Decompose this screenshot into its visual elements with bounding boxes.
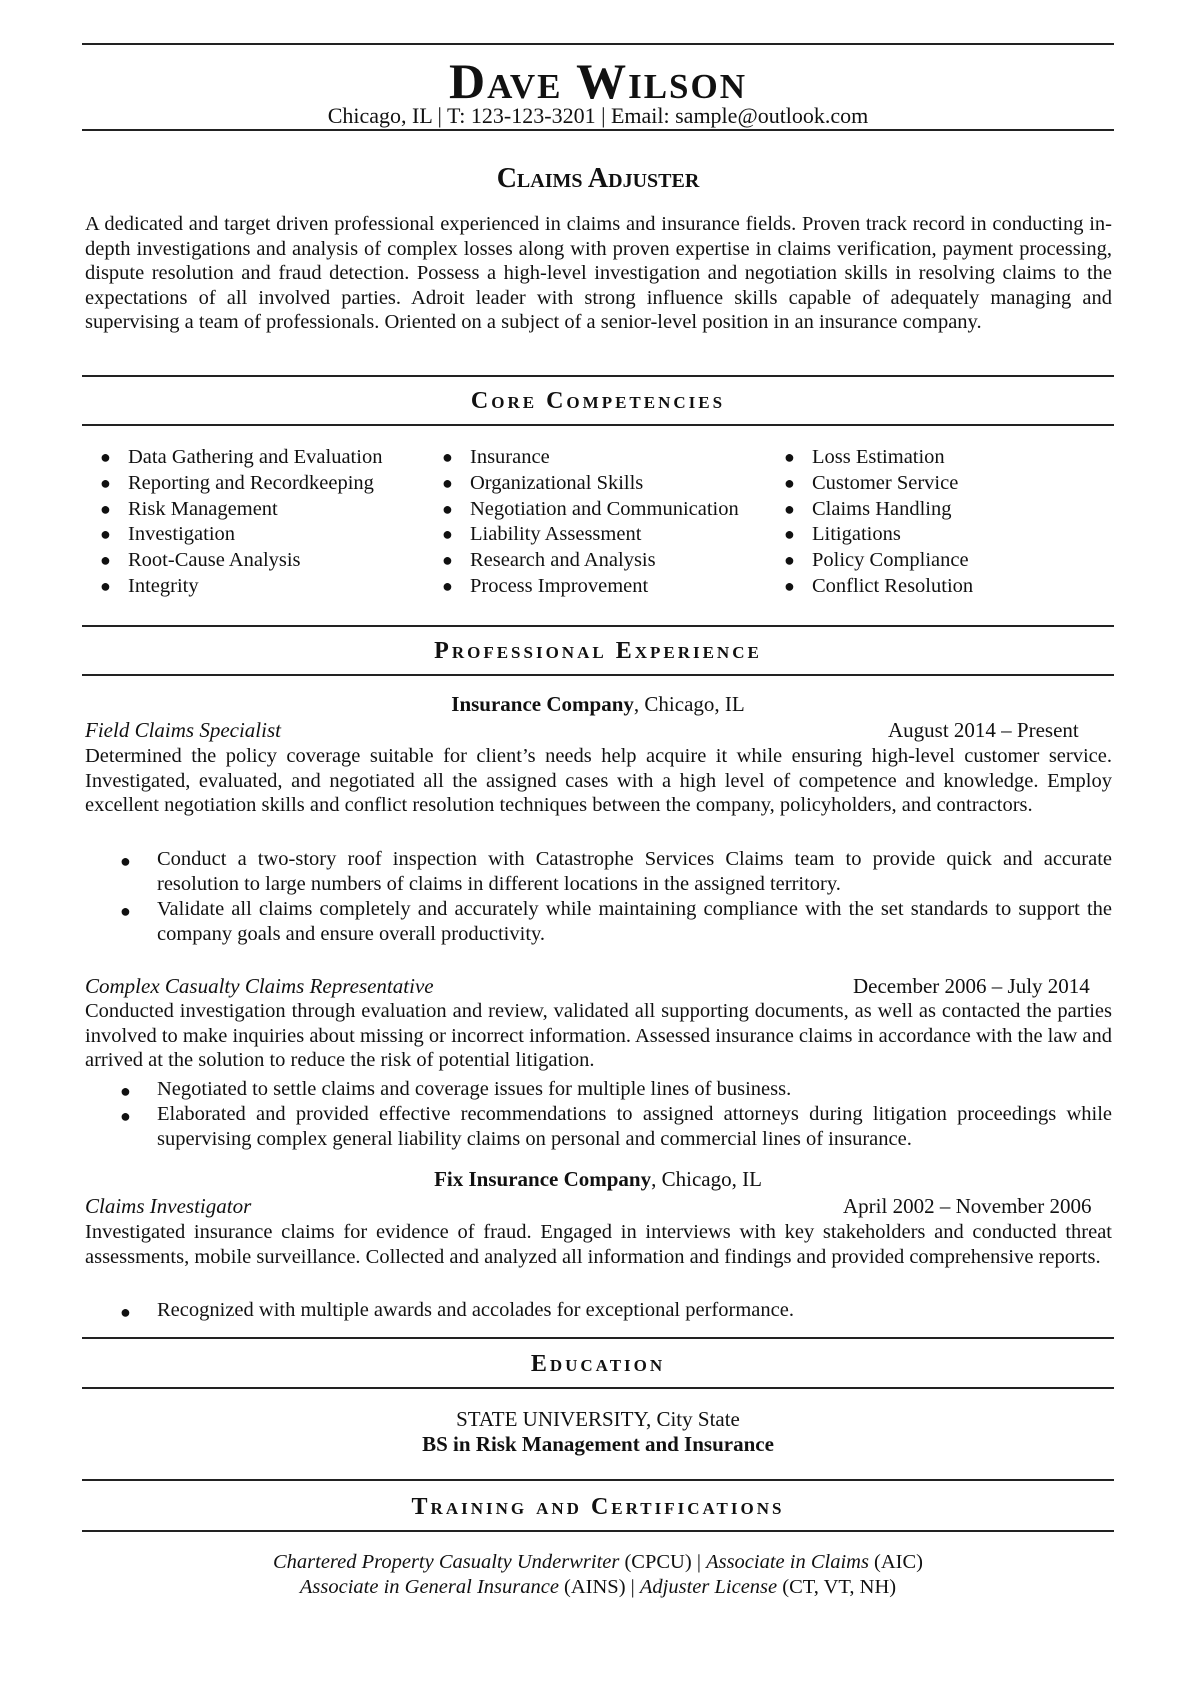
competencies-divider-bottom <box>82 424 1114 426</box>
competency-item: ● Reporting and Recordkeeping <box>100 471 374 494</box>
job-dates: December 2006 – July 2014 <box>853 974 1090 998</box>
competencies-column-2 <box>442 445 739 600</box>
competency-item: ● Claims Handling <box>784 497 952 520</box>
bullet: ● <box>120 901 131 921</box>
bullet: ● <box>120 1081 131 1101</box>
summary-paragraph: A dedicated and target driven professional experienced in claims and insurance fields. Proven track record in conducting in-depth investigations and analysis of complex losses along with proven expertise in claims verification, payment processing, dispute resolution and fraud detection. Possess a high-level investigation and negotiation skills in resolving claims to the expectations of all involved parties. Adroit leader with strong influence skills capable of adequately managing and supervising a team of professionals. Oriented on a subject of a senior-level position in an insurance company. <box>85 213 1112 334</box>
company-name: Fix Insurance Company, Chicago, IL <box>434 1167 762 1191</box>
candidate-name: Dave Wilson <box>448 53 748 109</box>
degree: BS in Risk Management and Insurance <box>422 1432 774 1456</box>
competency-item: ● Risk Management <box>100 497 278 520</box>
certifications-line-1: Chartered Property Casualty Underwriter (CPCU) | Associate in Claims (AIC) <box>272 1551 924 1573</box>
job-bullet: Conduct a two-story roof inspection with Catastrophe Services Claims team to provide quick and accurate resolution to large numbers of claims in different locations in the assigned territory. <box>157 848 1112 895</box>
job-dates: April 2002 – November 2006 <box>843 1194 1092 1218</box>
job-role: Field Claims Specialist <box>85 718 281 742</box>
competency-item: ● Investigation <box>100 523 236 546</box>
bullet: ● <box>120 851 131 871</box>
top-divider <box>82 43 1114 45</box>
competency-item: ● Insurance <box>442 446 550 468</box>
competency-item: ● Customer Service <box>784 471 959 494</box>
job-role: Complex Casualty Claims Representative <box>85 974 434 998</box>
competency-item: ● Liability Assessment <box>442 523 642 546</box>
training-divider-bottom <box>82 1530 1114 1532</box>
job-role: Claims Investigator <box>85 1194 252 1218</box>
certifications-line-2: Associate in General Insurance (AINS) | Adjuster License (CT, VT, NH) <box>299 1576 897 1598</box>
training-heading: Training and Certifications <box>411 1494 785 1520</box>
competencies-column-1 <box>100 445 383 600</box>
competency-item: ● Data Gathering and Evaluation <box>100 446 383 468</box>
job-bullet: Negotiated to settle claims and coverage issues for multiple lines of business. <box>157 1078 792 1100</box>
header-divider <box>82 129 1114 131</box>
competency-item: ● Negotiation and Communication <box>442 497 739 520</box>
job-description: Determined the policy coverage suitable for client’s needs help acquire it while ensuring high-level customer service. Investigated, evaluated, and negotiated all the assigned cases with a high level of competence and knowledge. Employ excellent negotiation skills and conflict resolution techniques between the company, policyholders, and contractors. <box>85 745 1112 817</box>
education-heading: Education <box>530 1351 666 1377</box>
education-divider-top <box>82 1337 1114 1339</box>
competencies-divider-top <box>82 375 1114 377</box>
job-description: Conducted investigation through evaluation and review, validated all supporting documents, as well as contacted the parties involved to make inquiries about missing or incorrect information. Assessed insurance claims in accordance with the law and arrived at the solution to reduce the risk of potential litigation. <box>85 1000 1113 1072</box>
competency-item: ● Process Improvement <box>442 574 649 597</box>
bullet: ● <box>120 1106 131 1126</box>
experience-divider-bottom <box>82 674 1114 676</box>
job-dates: August 2014 – Present <box>888 718 1079 742</box>
competency-item: ● Research and Analysis <box>442 549 656 572</box>
job-description: Investigated insurance claims for evidence of fraud. Engaged in interviews with key stakeholders and conducted threat assessments, mobile surveillance. Collected and analyzed all information and findings and provided comprehensive reports. <box>85 1221 1112 1268</box>
experience-divider-top <box>82 625 1114 627</box>
competency-item: ● Loss Estimation <box>784 446 945 468</box>
training-divider-top <box>82 1479 1114 1481</box>
competency-item: ● Root-Cause Analysis <box>100 549 301 572</box>
competency-item: ● Integrity <box>100 574 199 597</box>
competency-item: ● Litigations <box>784 523 901 546</box>
job-bullet: Recognized with multiple awards and accolades for exceptional performance. <box>157 1299 794 1321</box>
job-title: Claims Adjuster <box>496 163 700 194</box>
job-bullet: Elaborated and provided effective recommendations to assigned attorneys during litigation proceedings while supervising complex general liability claims on personal and commercial lines of insurance. <box>157 1103 1112 1150</box>
bullet: ● <box>120 1302 131 1322</box>
school-name: STATE UNIVERSITY, City State <box>456 1407 740 1431</box>
competencies-heading: Core Competencies <box>470 388 726 414</box>
education-divider-bottom <box>82 1387 1114 1389</box>
competency-item: ● Organizational Skills <box>442 471 644 494</box>
job-bullet: Validate all claims completely and accurately while maintaining compliance with the set standards to support the company goals and ensure overall productivity. <box>157 898 1112 945</box>
competencies-column-3 <box>784 445 974 600</box>
competency-item: ● Policy Compliance <box>784 549 969 572</box>
competency-item: ● Conflict Resolution <box>784 574 974 597</box>
contact-line: Chicago, IL | T: 123-123-3201 | Email: sample@outlook.com <box>327 103 869 128</box>
company-name: Insurance Company, Chicago, IL <box>451 692 745 716</box>
experience-heading: Professional Experience <box>434 638 762 664</box>
